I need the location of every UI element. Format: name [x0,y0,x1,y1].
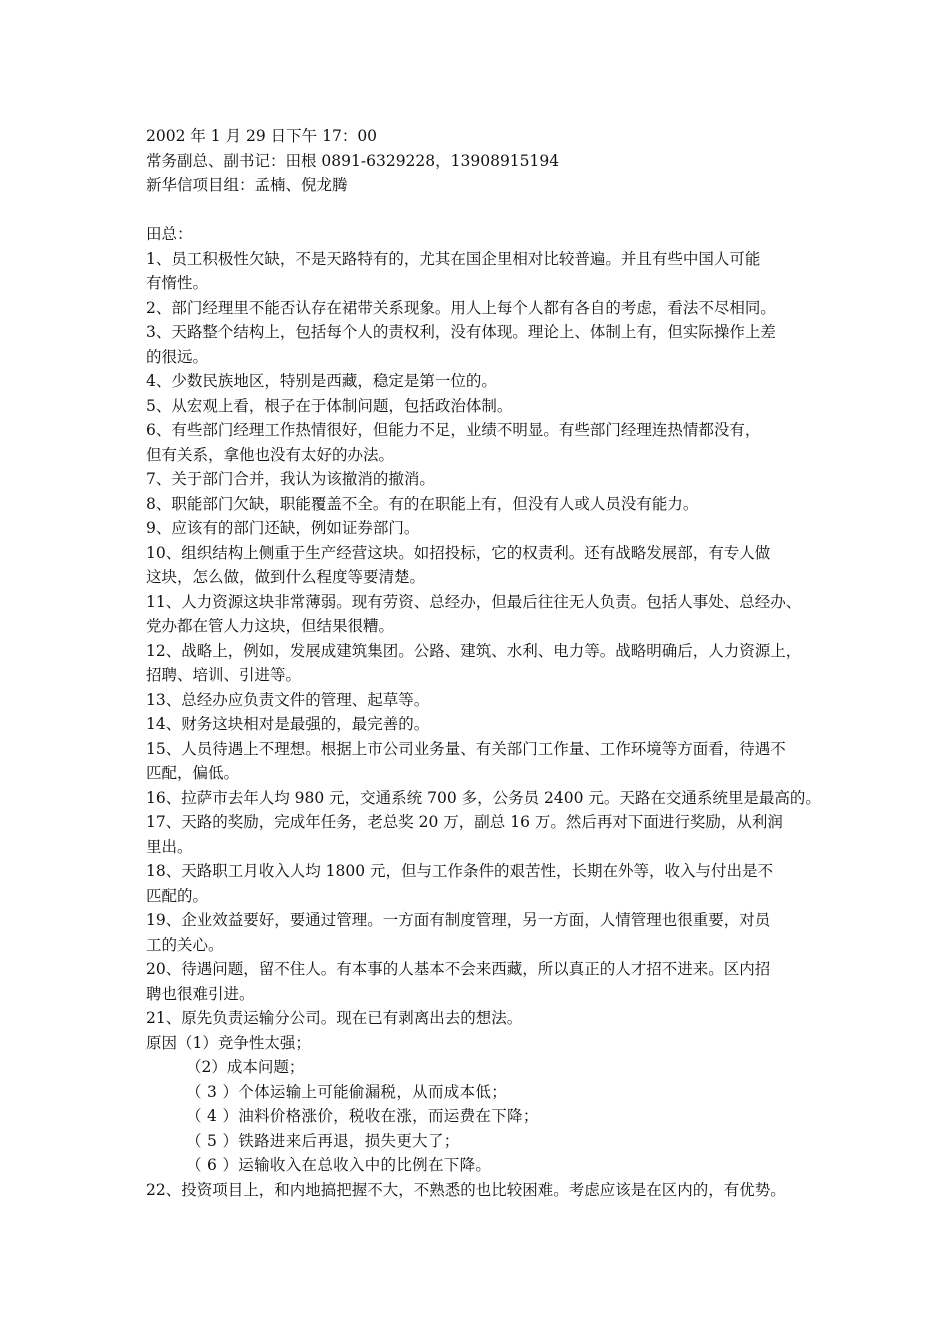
point-item [146,247,826,296]
point-line-cont: 里出。 [146,837,193,856]
point-line: 19、企业效益要好，要通过管理。一方面有制度管理，另一方面，人情管理也很重要，对员 [146,911,771,929]
point-item [146,516,826,541]
point-item [146,737,826,786]
point-line-cont: 这块，怎么做，做到什么程度等要清楚。 [146,568,426,586]
point-line: 10、组织结构上侧重于生产经营这块。如招投标，它的权责利。还有战略发展部，有专人做 [146,543,771,562]
point-line: 6、有些部门经理工作热情很好，但能力不足，业绩不明显。有些部门经理连热情都没有， [146,421,761,439]
point-line: 7、关于部门合并，我认为该撤消的撤消。 [146,470,435,488]
point-item [146,590,826,639]
reason-item: （ 3 ）个体运输上可能偷漏税，从而成本低； [186,1082,508,1101]
reason-item: （2）成本问题； [186,1058,305,1076]
point-item [146,418,826,467]
blank-line [146,198,826,223]
point-item [146,810,826,859]
document-page [146,124,826,1202]
point-line: 21、原先负责运输分公司。现在已有剥离出去的想法。 [146,1009,523,1027]
point-line: 2、部门经理里不能否认存在裙带关系现象。用人上每个人都有各自的考虑，看法不尽相同。 [146,298,776,317]
point-line: 3、天路整个结构上，包括每个人的责权利，没有体现。理论上、体制上有，但实际操作上差 [146,323,776,341]
point-line-cont: 党办都在管人力这块，但结果很糟。 [146,617,395,635]
point-item [146,688,826,713]
point-line: 15、人员待遇上不理想。根据上市公司业务量、有关部门工作量、工作环境等方面看，待遇不 [146,739,786,758]
point-line: 14、财务这块相对是最强的，最完善的。 [146,715,430,733]
reason-item: （ 5 ）铁路进来后再退，损失更大了； [186,1131,460,1150]
point-line-cont: 工的关心。 [146,935,224,954]
point-line: 20、待遇问题，留不住人。有本事的人基本不会来西藏，所以真正的人才招不进来。区内招 [146,960,771,978]
point-line: 18、天路职工月收入人均 1800 元，但与工作条件的艰苦性，长期在外等，收入与付出是不 [146,862,774,880]
point-item [146,859,826,908]
point-line-cont: 的很远。 [146,347,209,366]
point-line-cont: 有惰性。 [146,274,209,292]
point-item [146,639,826,688]
point-line: 9、应该有的部门还缺，例如证券部门。 [146,519,420,537]
speaker-label: 田总： [146,225,193,243]
reason-lead: 原因（1）竞争性太强； [146,1033,311,1052]
point-item [146,394,826,419]
interview-datetime: 2002 年 1 月 29 日下午 17：00 [146,127,378,145]
point-line-cont: 招聘、培训、引进等。 [146,666,302,684]
reason-list [146,1031,826,1178]
point-line: 8、职能部门欠缺，职能覆盖不全。有的在职能上有，但没有人或人员没有能力。 [146,494,699,513]
point-line: 13、总经办应负责文件的管理、起草等。 [146,690,430,709]
point-list [146,247,826,1031]
point-item [146,908,826,957]
point-line-cont: 聘也很难引进。 [146,984,255,1003]
interviewee-info: 常务副总、副书记：田根 0891-6329228，13908915194 [146,151,560,170]
point-item [146,1006,826,1031]
reason-item: （ 4 ）油料价格涨价，税收在涨，而运费在下降； [186,1107,539,1125]
point-item [146,957,826,1006]
final-point: 22、投资项目上，和内地搞把握不大，不熟悉的也比较困难。考虑应该是在区内的，有优势。 [146,1180,786,1199]
point-line: 1、员工积极性欠缺，不是天路特有的，尤其在国企里相对比较普遍。并且有些中国人可能 [146,249,761,268]
point-item [146,492,826,517]
point-line: 12、战略上，例如，发展成建筑集团。公路、建筑、水利、电力等。战略明确后，人力资源上， [146,641,802,660]
point-item [146,786,826,811]
point-item [146,369,826,394]
reason-item: （ 6 ）运输收入在总收入中的比例在下降。 [186,1156,492,1174]
point-line: 17、天路的奖励，完成年任务，老总奖 20 万，副总 16 万。然后再对下面进行奖励，从利润 [146,813,783,831]
point-line: 4、少数民族地区，特别是西藏，稳定是第一位的。 [146,372,497,390]
point-line-cont: 但有关系，拿他也没有太好的办法。 [146,445,395,464]
point-item [146,467,826,492]
point-line-cont: 匹配的。 [146,886,209,905]
project-team: 新华信项目组：孟楠、倪龙腾 [146,176,348,194]
point-item [146,541,826,590]
point-item [146,712,826,737]
point-item [146,320,826,369]
point-line: 5、从宏观上看，根子在于体制问题，包括政治体制。 [146,396,513,415]
point-line: 11、人力资源这块非常薄弱。现有劳资、总经办，但最后往往无人负责。包括人事处、总经办、 [146,592,802,611]
point-line-cont: 匹配，偏低。 [146,764,240,782]
point-line: 16、拉萨市去年人均 980 元，交通系统 700 多，公务员 2400 元。天路在交通系统里是最高的。 [146,788,821,807]
point-item [146,296,826,321]
